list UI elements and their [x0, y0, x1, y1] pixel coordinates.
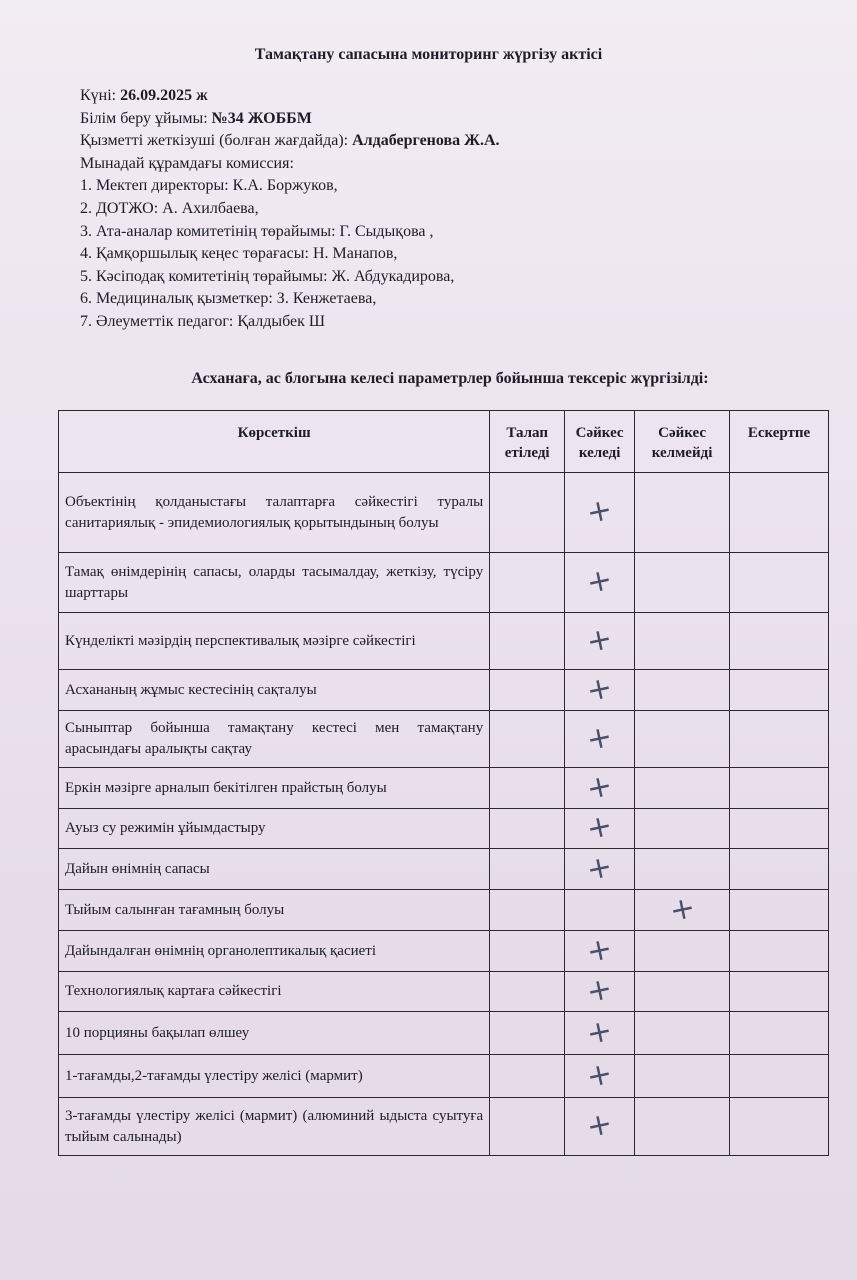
compliant-cell: [565, 768, 635, 809]
noncompliant-cell: [635, 711, 730, 768]
check-mark: +: [583, 807, 616, 848]
date-line: [80, 85, 500, 108]
indicator-cell: Дайын өнімнің сапасы: [59, 849, 490, 890]
note-cell: [730, 473, 829, 553]
table-row: [59, 1012, 829, 1055]
compliant-cell: [565, 849, 635, 890]
table-row: [59, 809, 829, 849]
noncompliant-cell: [635, 670, 730, 711]
indicator-cell: Тамақ өнімдерінің сапасы, оларды тасымалдау, жеткізу, түсіру шарттары: [59, 553, 490, 613]
table-row: [59, 613, 829, 670]
org-line: [80, 108, 500, 131]
compliant-cell: [565, 473, 635, 553]
table-row: [59, 1098, 829, 1156]
compliant-cell: [565, 890, 635, 931]
header-required: Талап етіледі: [490, 411, 565, 473]
commission-member: 6. Медициналық қызметкер: З. Кенжетаева,: [80, 290, 377, 308]
noncompliant-cell: [635, 849, 730, 890]
table-row: [59, 768, 829, 809]
note-cell: [730, 809, 829, 849]
required-cell: [490, 553, 565, 613]
compliant-cell: [565, 809, 635, 849]
table-row: [59, 849, 829, 890]
table-row: [59, 890, 829, 931]
commission-member: 1. Мектеп директоры: К.А. Боржуков,: [80, 177, 338, 195]
required-cell: [490, 670, 565, 711]
compliant-cell: [565, 1055, 635, 1098]
header-indicator: Көрсеткіш: [59, 411, 490, 473]
supplier-label: Қызметті жеткізуші (болған жағдайда):: [80, 132, 353, 150]
noncompliant-cell: [635, 931, 730, 972]
compliant-cell: [565, 613, 635, 670]
note-cell: [730, 711, 829, 768]
compliant-cell: [565, 931, 635, 972]
section-subtitle: Асханаға, ас блогына келесі параметрлер бойынша тексеріс жүргізілді:: [191, 370, 709, 387]
header-noncompliant: Сәйкес келмейді: [635, 411, 730, 473]
noncompliant-cell: [635, 768, 730, 809]
check-mark: +: [583, 491, 616, 532]
indicator-cell: Объектінің қолданыстағы талаптарға сәйкестігі туралы санитариялық - эпидемиологиялық қорытындының болуы: [59, 473, 490, 553]
check-mark: +: [583, 1105, 616, 1146]
table-body: [59, 473, 829, 1156]
noncompliant-cell: [635, 809, 730, 849]
noncompliant-cell: [635, 1098, 730, 1156]
table-row: [59, 972, 829, 1012]
noncompliant-cell: [635, 613, 730, 670]
date-label: Күні:: [80, 87, 121, 104]
check-mark: +: [666, 889, 698, 929]
indicator-cell: 1-тағамды,2-тағамды үлестіру желісі (мармит): [59, 1055, 490, 1098]
required-cell: [490, 972, 565, 1012]
note-cell: [730, 1055, 829, 1098]
note-cell: [730, 613, 829, 670]
inspection-table: [58, 410, 829, 1156]
compliant-cell: [565, 670, 635, 711]
required-cell: [490, 768, 565, 809]
table-header-row: [59, 411, 829, 473]
compliant-cell: [565, 711, 635, 768]
note-cell: [730, 553, 829, 613]
commission-member: 7. Әлеуметтік педагог: Қалдыбек Ш: [80, 312, 326, 330]
check-mark: +: [583, 930, 616, 970]
info-block: [80, 85, 500, 334]
supplier-value: Алдабергенова Ж.А.: [352, 132, 500, 150]
commission-label: Мынадай құрамдағы комиссия:: [80, 154, 294, 172]
noncompliant-cell: [635, 1012, 730, 1055]
note-cell: [730, 972, 829, 1012]
compliant-cell: [565, 1098, 635, 1156]
note-cell: [730, 1012, 829, 1055]
commission-member: 2. ДОТЖО: А. Ахилбаева,: [80, 199, 259, 217]
required-cell: [490, 1098, 565, 1156]
indicator-cell: Дайындалған өнімнің органолептикалық қасиеті: [59, 931, 490, 972]
note-cell: [730, 931, 829, 972]
commission-member: 5. Кәсіподақ комитетінің төрайымы: Ж. Абдукадирова,: [80, 267, 455, 285]
noncompliant-cell: [635, 890, 730, 931]
required-cell: [490, 473, 565, 553]
commission-member: 3. Ата-аналар комитетінің төрайымы: Г. Сыдықова ,: [80, 222, 434, 240]
table-row: [59, 711, 829, 768]
required-cell: [490, 890, 565, 931]
indicator-cell: Күнделікті мәзірдің перспективалық мәзірге сәйкестігі: [59, 613, 490, 670]
noncompliant-cell: [635, 553, 730, 613]
note-cell: [730, 849, 829, 890]
indicator-cell: Тыйым салынған тағамның болуы: [59, 890, 490, 931]
indicator-cell: Асхананың жұмыс кестесінің сақталуы: [59, 670, 490, 711]
org-label: Білім беру ұйымы:: [80, 109, 212, 127]
compliant-cell: [565, 1012, 635, 1055]
noncompliant-cell: [635, 1055, 730, 1098]
check-mark: +: [583, 767, 616, 807]
indicator-cell: 3-тағамды үлестіру желісі (мармит) (алюминий ыдыста суытуға тыйым салынады): [59, 1098, 490, 1156]
note-cell: [730, 1098, 829, 1156]
check-mark: +: [583, 669, 616, 709]
required-cell: [490, 931, 565, 972]
indicator-cell: Еркін мәзірге арналып бекітілген прайстың болуы: [59, 768, 490, 809]
required-cell: [490, 1055, 565, 1098]
table-row: [59, 553, 829, 613]
table-row: [59, 1055, 829, 1098]
required-cell: [490, 613, 565, 670]
check-mark: +: [583, 561, 616, 602]
note-cell: [730, 670, 829, 711]
indicator-cell: Сыныптар бойынша тамақтану кестесі мен тамақтану арасындағы аралықты сақтау: [59, 711, 490, 768]
check-mark: +: [583, 1012, 616, 1052]
compliant-cell: [565, 972, 635, 1012]
noncompliant-cell: [635, 473, 730, 553]
table-row: [59, 931, 829, 972]
note-cell: [730, 890, 829, 931]
commission-member: 4. Қамқоршылық кеңес төрағасы: Н. Манапов,: [80, 245, 398, 263]
table-row: [59, 670, 829, 711]
check-mark: +: [583, 848, 616, 888]
date-value: 26.09.2025 ж: [120, 87, 208, 104]
required-cell: [490, 1012, 565, 1055]
check-mark: +: [583, 620, 616, 660]
note-cell: [730, 768, 829, 809]
header-note: Ескертпе: [730, 411, 829, 473]
required-cell: [490, 711, 565, 768]
org-value: №34 ЖОББМ: [211, 109, 312, 127]
indicator-cell: Ауыз су режимін ұйымдастыру: [59, 809, 490, 849]
indicator-cell: Технологиялық картаға сәйкестігі: [59, 972, 490, 1012]
supplier-line: [80, 130, 500, 153]
document-title: Тамақтану сапасына мониторинг жүргізу актісі: [254, 46, 603, 63]
required-cell: [490, 809, 565, 849]
check-mark: +: [583, 718, 616, 758]
indicator-cell: 10 порцияны бақылап өлшеу: [59, 1012, 490, 1055]
header-compliant: Сәйкес келеді: [565, 411, 635, 473]
compliant-cell: [565, 553, 635, 613]
check-mark: +: [583, 1055, 616, 1095]
table-row: [59, 473, 829, 553]
check-mark: +: [583, 970, 616, 1011]
required-cell: [490, 849, 565, 890]
noncompliant-cell: [635, 972, 730, 1012]
